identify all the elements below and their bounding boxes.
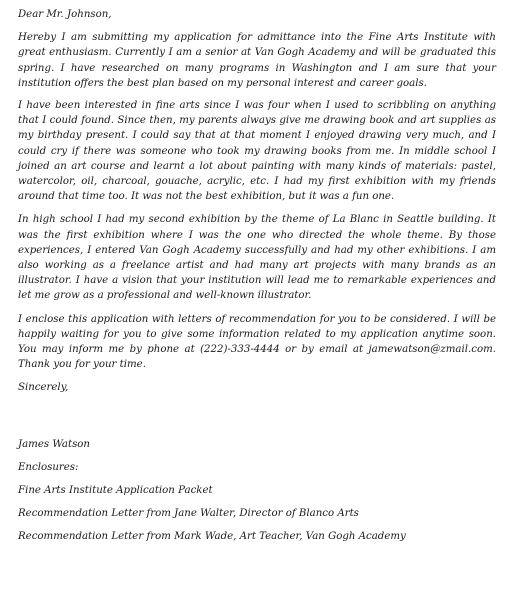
letter-body: [18, 7, 496, 553]
greeting: Dear Mr. Johnson,: [18, 9, 112, 20]
paragraph-background: I have been interested in fine arts since I was four when I used to scribbling on anything that I could found. Since then, my parents always give me drawing book and art supplies as my birthday present. I could say that at that moment I enjoyed drawing very much, and I could cry if there was someone who took my drawing books from me. In middle school I joined an art course and learnt a lot about painting with many kinds of materials: pastel, watercolor, oil, charcoal, gouache, acrylic, etc. I had my first exhibition with my friends around that time too. It was not the best exhibition, but it was a fun one.: [18, 100, 496, 203]
enclosure-item: Fine Arts Institute Application Packet: [18, 485, 213, 497]
paragraph-contact: I enclose this application with letters of recommendation for you to be considered. I will be happily waiting for you to give some information related to my application anytime soon. You may inform me by phone at (222)-333-4444 or by email at jamewatson@zmail.com. Thank you for your time.: [18, 313, 496, 371]
closing: Sincerely,: [18, 382, 69, 394]
paragraph-experience: In high school I had my second exhibition by the theme of La Blanc in Seattle building. It was the first exhibition where I was the one who directed the whole theme. By those experiences, I entered Van Gogh Academy successfully and had my other exhibitions. I am also working as a freelance artist and had many art projects with many brands as an illustrator. I have a vision that your institution will lead me to remarkable experiences and let me grow as a professional and well-known illustrator.: [18, 214, 496, 302]
signature-name: James Watson: [18, 438, 90, 450]
enclosures-label: Enclosures:: [18, 461, 79, 473]
enclosure-item: Recommendation Letter from Mark Wade, Art Teacher, Van Gogh Academy: [18, 531, 406, 543]
enclosure-item: Recommendation Letter from Jane Walter, Director of Blanco Arts: [18, 508, 359, 520]
paragraph-intro: Hereby I am submitting my application for admittance into the Fine Arts Institute with great enthusiasm. Currently I am a senior at Van Gogh Academy and will be graduated this spring. I have researched on many programs in Washington and I am sure that your institution offers the best plan based on my personal interest and career goals.: [18, 32, 496, 89]
